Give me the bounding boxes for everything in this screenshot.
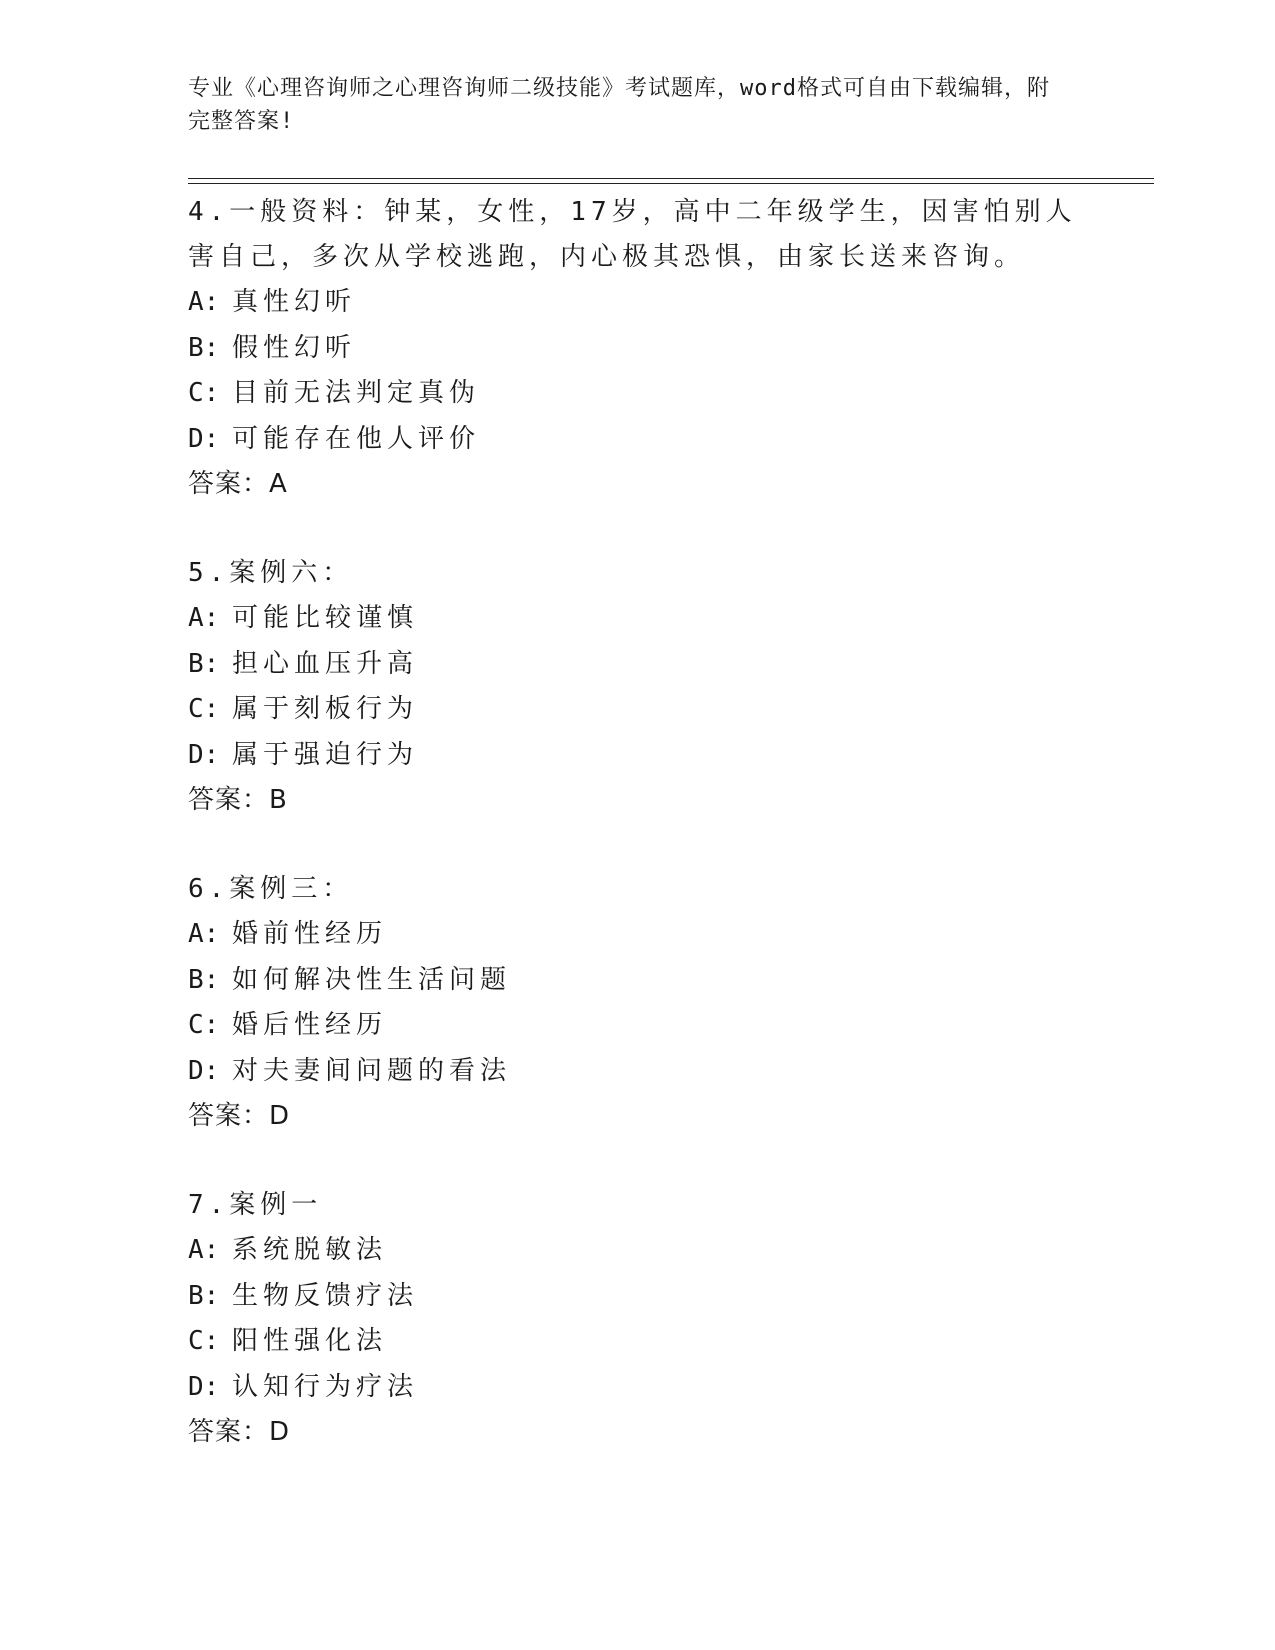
option-d <box>188 1049 1088 1095</box>
option-d <box>188 1365 1088 1411</box>
option-text: 婚后性经历 <box>232 1010 388 1040</box>
option-letter: A: <box>188 919 220 949</box>
option-text: 婚前性经历 <box>232 919 388 949</box>
answer-line: 答案：D <box>188 1101 291 1131</box>
option-text: 阳性强化法 <box>232 1326 388 1356</box>
question-7 <box>188 1183 1088 1455</box>
option-letter: B: <box>188 332 220 363</box>
answer-line: 答案：B <box>188 785 288 815</box>
option-text: 认知行为疗法 <box>232 1371 419 1402</box>
option-letter: B: <box>188 1280 220 1311</box>
option-letter: D: <box>188 739 220 770</box>
question-stem: 4.一般资料：钟某，女性，17岁，高中二年级学生，因害怕别人害自己，多次从学校逃跑，内心极其恐惧，由家长送来咨询。 <box>188 197 1077 272</box>
option-c <box>188 687 1088 733</box>
option-text: 担心血压升高 <box>232 648 419 679</box>
option-b <box>188 958 1088 1004</box>
option-letter: C: <box>188 694 220 724</box>
option-c <box>188 1319 1088 1365</box>
option-letter: D: <box>188 1371 220 1402</box>
answer-line: 答案：D <box>188 1417 291 1447</box>
option-letter: C: <box>188 1010 220 1040</box>
option-a <box>188 280 1088 326</box>
header-divider-top <box>188 178 1154 179</box>
option-letter: A: <box>188 603 220 633</box>
option-letter: A: <box>188 1235 220 1265</box>
option-text: 属于刻板行为 <box>232 694 419 724</box>
option-text: 目前无法判定真伪 <box>232 378 481 408</box>
option-letter: B: <box>188 648 220 679</box>
option-text: 如何解决性生活问题 <box>232 964 512 995</box>
option-text: 可能比较谨慎 <box>232 603 419 633</box>
question-5 <box>188 551 1088 823</box>
option-d <box>188 417 1088 463</box>
option-text: 系统脱敏法 <box>232 1235 388 1265</box>
option-d <box>188 733 1088 779</box>
option-letter: C: <box>188 1326 220 1356</box>
question-list <box>188 190 1088 1499</box>
option-c <box>188 1003 1088 1049</box>
option-text: 对夫妻间问题的看法 <box>232 1055 512 1086</box>
question-4 <box>188 190 1088 507</box>
option-b <box>188 326 1088 372</box>
option-b <box>188 642 1088 688</box>
option-c <box>188 371 1088 417</box>
option-text: 属于强迫行为 <box>232 739 419 770</box>
option-text: 假性幻听 <box>232 332 357 363</box>
option-letter: C: <box>188 378 220 408</box>
option-a <box>188 912 1088 958</box>
option-text: 生物反馈疗法 <box>232 1280 419 1311</box>
option-text: 可能存在他人评价 <box>232 423 481 454</box>
question-6 <box>188 867 1088 1139</box>
option-text: 真性幻听 <box>232 287 357 317</box>
option-letter: D: <box>188 423 220 454</box>
question-stem: 7.案例一 <box>188 1190 323 1220</box>
option-letter: B: <box>188 964 220 995</box>
question-stem: 5.案例六： <box>188 558 354 588</box>
document-intro: 专业《心理咨询师之心理咨询师二级技能》考试题库，word格式可自由下载编辑，附完整答案! <box>188 76 1050 134</box>
option-a <box>188 596 1088 642</box>
option-b <box>188 1274 1088 1320</box>
answer-line: 答案：A <box>188 469 288 499</box>
option-letter: D: <box>188 1055 220 1086</box>
header-divider-bottom <box>188 183 1154 184</box>
option-a <box>188 1228 1088 1274</box>
option-letter: A: <box>188 287 220 317</box>
question-stem: 6.案例三： <box>188 874 354 904</box>
